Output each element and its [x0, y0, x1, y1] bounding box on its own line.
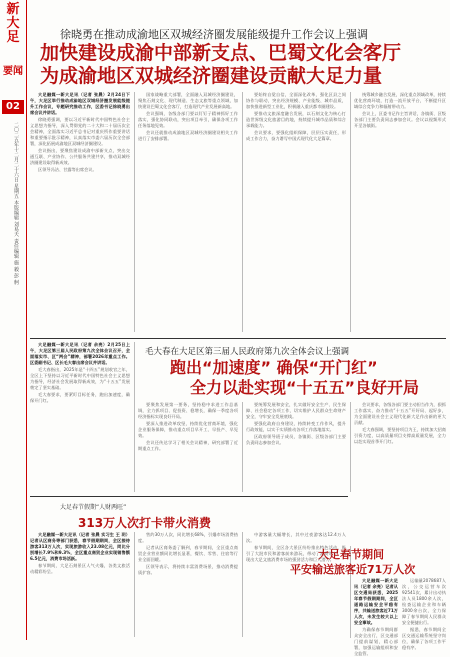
congress-col-2 — [138, 402, 238, 492]
transport-title: 平安输送旅客近71万人次 — [290, 563, 416, 576]
congress-paragraph: 区政府领导班子成员，各镇街、区级各部门主要负责同志参加会议。 — [246, 434, 346, 445]
congress-paragraph: 会议还传达学习了相关会议精神，研究部署了近期重点工作。 — [138, 440, 238, 451]
section-divider — [30, 496, 348, 497]
newspaper-logo: 新大足 — [6, 2, 20, 45]
spring-title: 313万人次打卡带火消费 — [78, 516, 212, 530]
lead-paragraph: 要始终自觉自信，全面深化改革，强化区县之间协作与联动，突出经济规模、产业能级、城市品质，加快推进新型工业化，积极融入重庆都市圈建设。 — [246, 92, 346, 109]
lead-title — [40, 42, 440, 88]
transport-paragraph: 为确保春节期间群众安全出行，区交通部门提前谋划，精心部署，加强运输组织和安全监管。 — [354, 627, 398, 656]
lead-subtitle: 徐晓勇在推动成渝地区双城经济圈发展能级提升工作会议上强调 — [60, 28, 368, 41]
edition-info: 二〇二五年十二月二十六日 星期五 本版编辑 刘易天 责任编辑 施 毅 彭 舸 — [13, 122, 19, 285]
spring-col-1 — [30, 532, 130, 637]
congress-paragraph: 毛大春要求，要紧盯目标任务，跑出加速度，确保开门红。 — [30, 392, 130, 403]
lead-title-line2: 为成渝地区双城经济圈建设贡献大足力量 — [40, 65, 383, 87]
column-divider — [350, 402, 351, 492]
column-divider — [134, 342, 135, 492]
congress-title-line2: 全力以赴实现“十五五”良好开局 — [190, 378, 420, 397]
section-divider — [30, 338, 446, 339]
congress-col-4 — [354, 402, 446, 542]
lead-col-3 — [246, 92, 346, 332]
page-number-badge: 02 — [2, 100, 24, 114]
congress-paragraph: 要深入推进改革攻坚，持续优化营商环境，强化企业服务保障，推动重点项目早开工、早投产、早见效。 — [138, 421, 238, 438]
congress-paragraph: 毛大春指出，2025年是“十四五”规划收官之年，全区上下坚持以习近平新时代中国特色社会主义思想为指导，经济社会发展取得新成效，为“十五五”发展奠定了坚实基础。 — [30, 367, 130, 390]
spring-paragraph: 区领导表示，将持续丰富消费场景，推动消费提质扩容。 — [138, 564, 238, 575]
column-divider — [134, 532, 135, 637]
spring-subtitle: 大足春节假期“人财两旺” — [60, 504, 127, 511]
masthead — [0, 0, 27, 640]
lead-title-line1: 加快建设成渝中部新支点、巴蜀文化会客厅 — [40, 42, 402, 64]
transport-subtitle: 大足春节期间 — [318, 548, 384, 561]
lead-paragraph: 徐晓勇强调，要以习近平新时代中国特色社会主义思想为指导，深入贯彻党的二十大和二十届历次全会精神，全面落实习近平总书记对重庆所作重要讲话和重要指示批示精神，认真落实市委六届历次全会部署，深化拓展成渝地区双城经济圈建设。 — [30, 117, 130, 146]
column-divider — [350, 92, 351, 332]
congress-left-col — [30, 342, 130, 492]
congress-paragraph: 要统筹发展和安全，扎实做好安全生产、民生保障、社会稳定各项工作，切实维护人民群众生命财产安全，守牢安全发展底线。 — [246, 402, 346, 419]
spring-paragraph: 售约30万人次，同比增长68%，引爆市场消费热度。 — [138, 532, 238, 543]
lead-paragraph: 统筹城乡融合发展，深化重点领域改革，持续优化营商环境，打造一流开放平台，不断提升区域综合竞争力和辐射带动力。 — [354, 92, 446, 109]
column-divider — [134, 92, 135, 332]
lead-paragraph: 会议上，区委书记作主旨讲话，各镇街、区级各部门主要负责同志参加会议。会议以视频形式开至各镇街。 — [354, 111, 446, 128]
column-divider — [242, 532, 243, 637]
spring-paragraph: 中游客量大幅增长，其中过夜游客达12.4万人次。 — [246, 532, 346, 543]
congress-paragraph: 要强化政府自身建设，持续转变工作作风，提升行政效能，以实干实绩推动各项工作落地落实。 — [246, 421, 346, 432]
lead-paragraph: 会议指出，要聚焦建设成渝中部新支点，突出交通互联、产业协作、公共服务共建共享，推动双城经济圈建设取得新成效。 — [30, 148, 130, 165]
congress-col-3 — [246, 402, 346, 492]
spring-paragraph: 记者从区商务委了解到，春节期间，全区重点商贸企业营业额同比增长显著，餐饮、零售、住宿等行业全面回暖。 — [138, 545, 238, 562]
lead-paragraph: 大足融媒一新大足讯（记者 张晨）2月24日下午，大足区举行推动成渝地区双城经济圈发展能级提升工作会议，专题研究推动工作，区委书记徐晓勇出席会议并讲话。 — [30, 92, 130, 115]
spring-col-2 — [138, 532, 238, 637]
congress-paragraph: 要聚焦发展第一要务，坚持稳中求进工作总基调，全力抓项目、促投资、稳增长，确保一季度各项经济指标实现良好开局。 — [138, 402, 238, 419]
transport-paragraph: 据悉，春节期间全区交通运输系统坚守岗位，确保了各项工作平稳有序。 — [402, 627, 446, 650]
spring-paragraph: 春节期间，大足石刻景区人气火爆，各类文旅活动精彩纷呈。 — [30, 563, 130, 574]
lead-col-1 — [30, 92, 130, 332]
lead-col-2 — [138, 92, 238, 332]
lead-paragraph: 要推动文旅深度融合发展，以石刻文化为核心打造世界级文化旅游目的地，持续提升城市品质和综合承载能力。 — [246, 111, 346, 128]
section-name: 要闻 — [3, 66, 23, 77]
lead-paragraph: 国家战略重大部署，全面融入双城经济圈建设，聚焦石刻文化、现代制造、生态文旅等重点领域，加快建设巴蜀文化会客厅，打造现代产业发展新高地。 — [138, 92, 238, 109]
spring-paragraph: 大足融媒一新大足讯（记者 张晨 实习生 王 玥）记者从区商务等部门获悉，春节假期期间，全区接待游客313万人次，实现旅游收入23.08亿元，同比分别增长7.9%和9.3%，全区重点商贸企业实现销售额6.5亿元，消费市场活跃。 — [30, 532, 130, 561]
congress-paragraph: 毛大春强调，要坚持项目为王，持续加大招商引资力度，以高质量项目支撑高质量发展，全力以赴实现首季开门红。 — [354, 427, 446, 444]
lead-paragraph: 区领导冯洁、甘露等出席会议。 — [38, 167, 97, 172]
transport-paragraph: 大足融媒一新大足讯（记者 余亮）记者从区交通局获悉，2025年春节假期期间，全区道路运输安全平稳有序，共输送旅客近71万人次，未发生较大以上安全事故。 — [354, 578, 398, 625]
column-divider — [242, 402, 243, 492]
congress-subtitle: 毛大春在大足区第三届人民政府第九次全体会议上强调 — [145, 347, 350, 357]
lead-paragraph: 会议强调，各级各部门要以钉钉子精神抓好工作落实，强化协同联动，突出项目牵引，确保各项工作任务落地见效。 — [138, 111, 238, 128]
lead-paragraph: 会议要求，要强化组织保障，层层压实责任，形成工作合力，奋力谱写中国式现代化大足篇章。 — [246, 130, 346, 141]
congress-paragraph: 会议要求，各级各部门要主动担当作为，狠抓工作落实，奋力推动“十五五”开好局、起好步，为全面建设社会主义现代化新大足作出新的更大贡献。 — [354, 402, 446, 425]
lead-paragraph: 会议还就推动成渝地区双城经济圈建设相关工作进行了安排部署。 — [138, 130, 238, 141]
congress-title-line1: 跑出“加速度” 确保“开门红” — [170, 358, 378, 377]
spring-paragraph: 春节期间，全区各大景区纷纷推出特色活动，吸引了大批市民和游客前来游玩，带动了消费增长，展现出大足文旅消费市场的强劲活力和巨大潜力。 — [246, 545, 346, 562]
column-divider — [242, 92, 243, 332]
transport-col-2 — [402, 578, 446, 650]
congress-paragraph: 大足融媒一新大足讯（记者 余亮）2月25日上午，大足区第三届人民政府第九次全体会议召开，全面落实市、区“两会”精神，部署2026年重点工作。区委副书记、区长毛大春出席会议并讲话。 — [30, 342, 130, 365]
transport-paragraph: 运输量2078687人次，公交运营车次92541次，累计出动执法人员1800余人次，检查运输企业和车辆3000余台次，全力保障了春节期间人民群众安全便捷出行。 — [402, 578, 446, 625]
transport-col-1 — [354, 578, 398, 656]
lead-col-4 — [354, 92, 446, 332]
